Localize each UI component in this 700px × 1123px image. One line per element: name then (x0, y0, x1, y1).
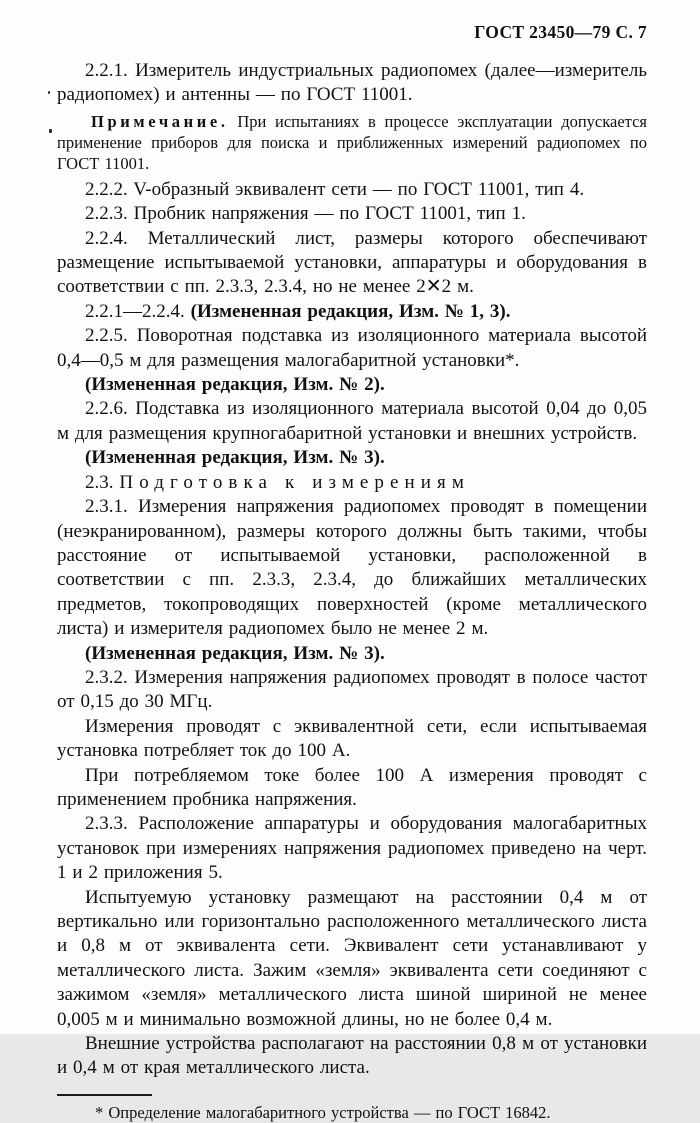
paragraph (57, 715, 647, 764)
text-run: Примечание. (91, 111, 229, 131)
text-run: 2.3.3. Расположение аппаратуры и оборудования малогабаритных установок при измерениях напряжения радиопомех приведено на черт. 1 и 2 приложения 5. (57, 813, 647, 884)
scan-speck (49, 129, 52, 133)
text-run: Внешние устройства располагают на расстоянии 0,8 м от установки и 0,4 м от края металлического листа. (57, 1033, 647, 1079)
text-run: 2.2.2. V-образный эквивалент сети — по ГОСТ 11001, тип 4. (85, 178, 585, 200)
text-run: При потребляемом токе более 100 А измерения проводят с применением пробника напряжения. (57, 764, 647, 810)
text-run: 2.2.4. Металлический лист, размеры которого обеспечивают размещение испытываемой установки, аппаратуры и оборудования в соответствии с пп. 2.3.3, 2.3.4, но не менее 2✕2 м. (57, 227, 647, 298)
paragraph (57, 495, 647, 641)
text-run: 2.3.2. Измерения напряжения радиопомех проводят в полосе частот от 0,15 до 30 МГц. (57, 666, 647, 713)
text-run: 2.2.3. Пробник напряжения — по ГОСТ 11001, тип 1. (85, 203, 526, 225)
page-header: ГОСТ 23450—79 С. 7 (474, 22, 647, 42)
paragraph (57, 446, 647, 470)
text-run: 2.2.1. Измеритель индустриальных радиопомех (далее—измеритель радиопомех) и антенны — по ГОСТ 11001. (57, 60, 647, 106)
text-run: При испытаниях в процессе эксплуатации допускается применение приборов для поиска и приближенных измерений радиопомех по ГОСТ 11001. (57, 111, 647, 173)
text-run: 2.2.1—2.2.4. (85, 300, 191, 322)
paragraph (57, 300, 647, 324)
text-run: Испытуемую установку размещают на расстоянии 0,4 м от вертикально или горизонтально расположенного металлического листа и 0,8 м от эквивалента сети. Эквивалент сети устанавливают у металлического листа. Зажим «земля» эквивалента сети соединяют с зажимом «земля» металлического листа шиной шириной не менее 0,005 м и минимально возможной длины, но не более 0,4 м. (57, 886, 647, 1030)
text-run: 2.3.1. Измерения напряжения радиопомех проводят в помещении (неэкранированном), размеры которого должны быть такими, чтобы расстояние от испытываемой установки, расположенной в соответствии с пп. 2.3.3, 2.3.4, до ближайших металлических предметов, токопроводящих поверхностей (кроме металлического листа) и измерителя радиопомех было не менее 2 м. (57, 496, 647, 640)
text-run: 2.2.5. Поворотная подставка из изоляционного материала высотой 0,4—0,5 м для размещения малогабаритной установки*. (57, 325, 647, 371)
text-run: 2.2.6. Подставка из изоляционного материала высотой 0,04 до 0,05 м для размещения крупногабаритной установки и внешних устройств. (57, 398, 647, 444)
paragraph (57, 886, 647, 1032)
paragraph (57, 1032, 647, 1081)
scan-speck (48, 91, 50, 94)
paragraphs (57, 59, 647, 1081)
paragraph (57, 227, 647, 300)
paragraph (57, 397, 647, 446)
text-run: (Измененная редакция, Изм. № 2). (85, 374, 385, 396)
paragraph (57, 202, 647, 226)
paragraph (57, 666, 647, 715)
paragraph (57, 373, 647, 397)
paragraph (57, 812, 647, 885)
paragraph (57, 764, 647, 813)
text-run: Подготовка к измерениям (119, 471, 470, 493)
paragraph (57, 178, 647, 202)
paragraph (57, 111, 647, 174)
text-run: Измерения проводят с эквивалентной сети, если испытываемая установка потребляет ток до 100 А. (57, 715, 647, 762)
text-run: (Измененная редакция, Изм. № 1, 3). (190, 300, 511, 322)
footnote-separator (57, 1094, 152, 1096)
footnote-block (57, 1094, 647, 1123)
text-run: 2.3. (85, 471, 120, 493)
text-run: (Измененная редакция, Изм. № 3). (85, 447, 385, 469)
text-column (57, 22, 647, 1123)
paragraph (57, 471, 647, 495)
paragraph (57, 324, 647, 373)
paragraph (57, 59, 647, 108)
text-run: (Измененная редакция, Изм. № 3). (85, 642, 385, 664)
footnote-text: * Определение малогабаритного устройства — по ГОСТ 16842. (95, 1102, 551, 1122)
paragraph (57, 642, 647, 666)
